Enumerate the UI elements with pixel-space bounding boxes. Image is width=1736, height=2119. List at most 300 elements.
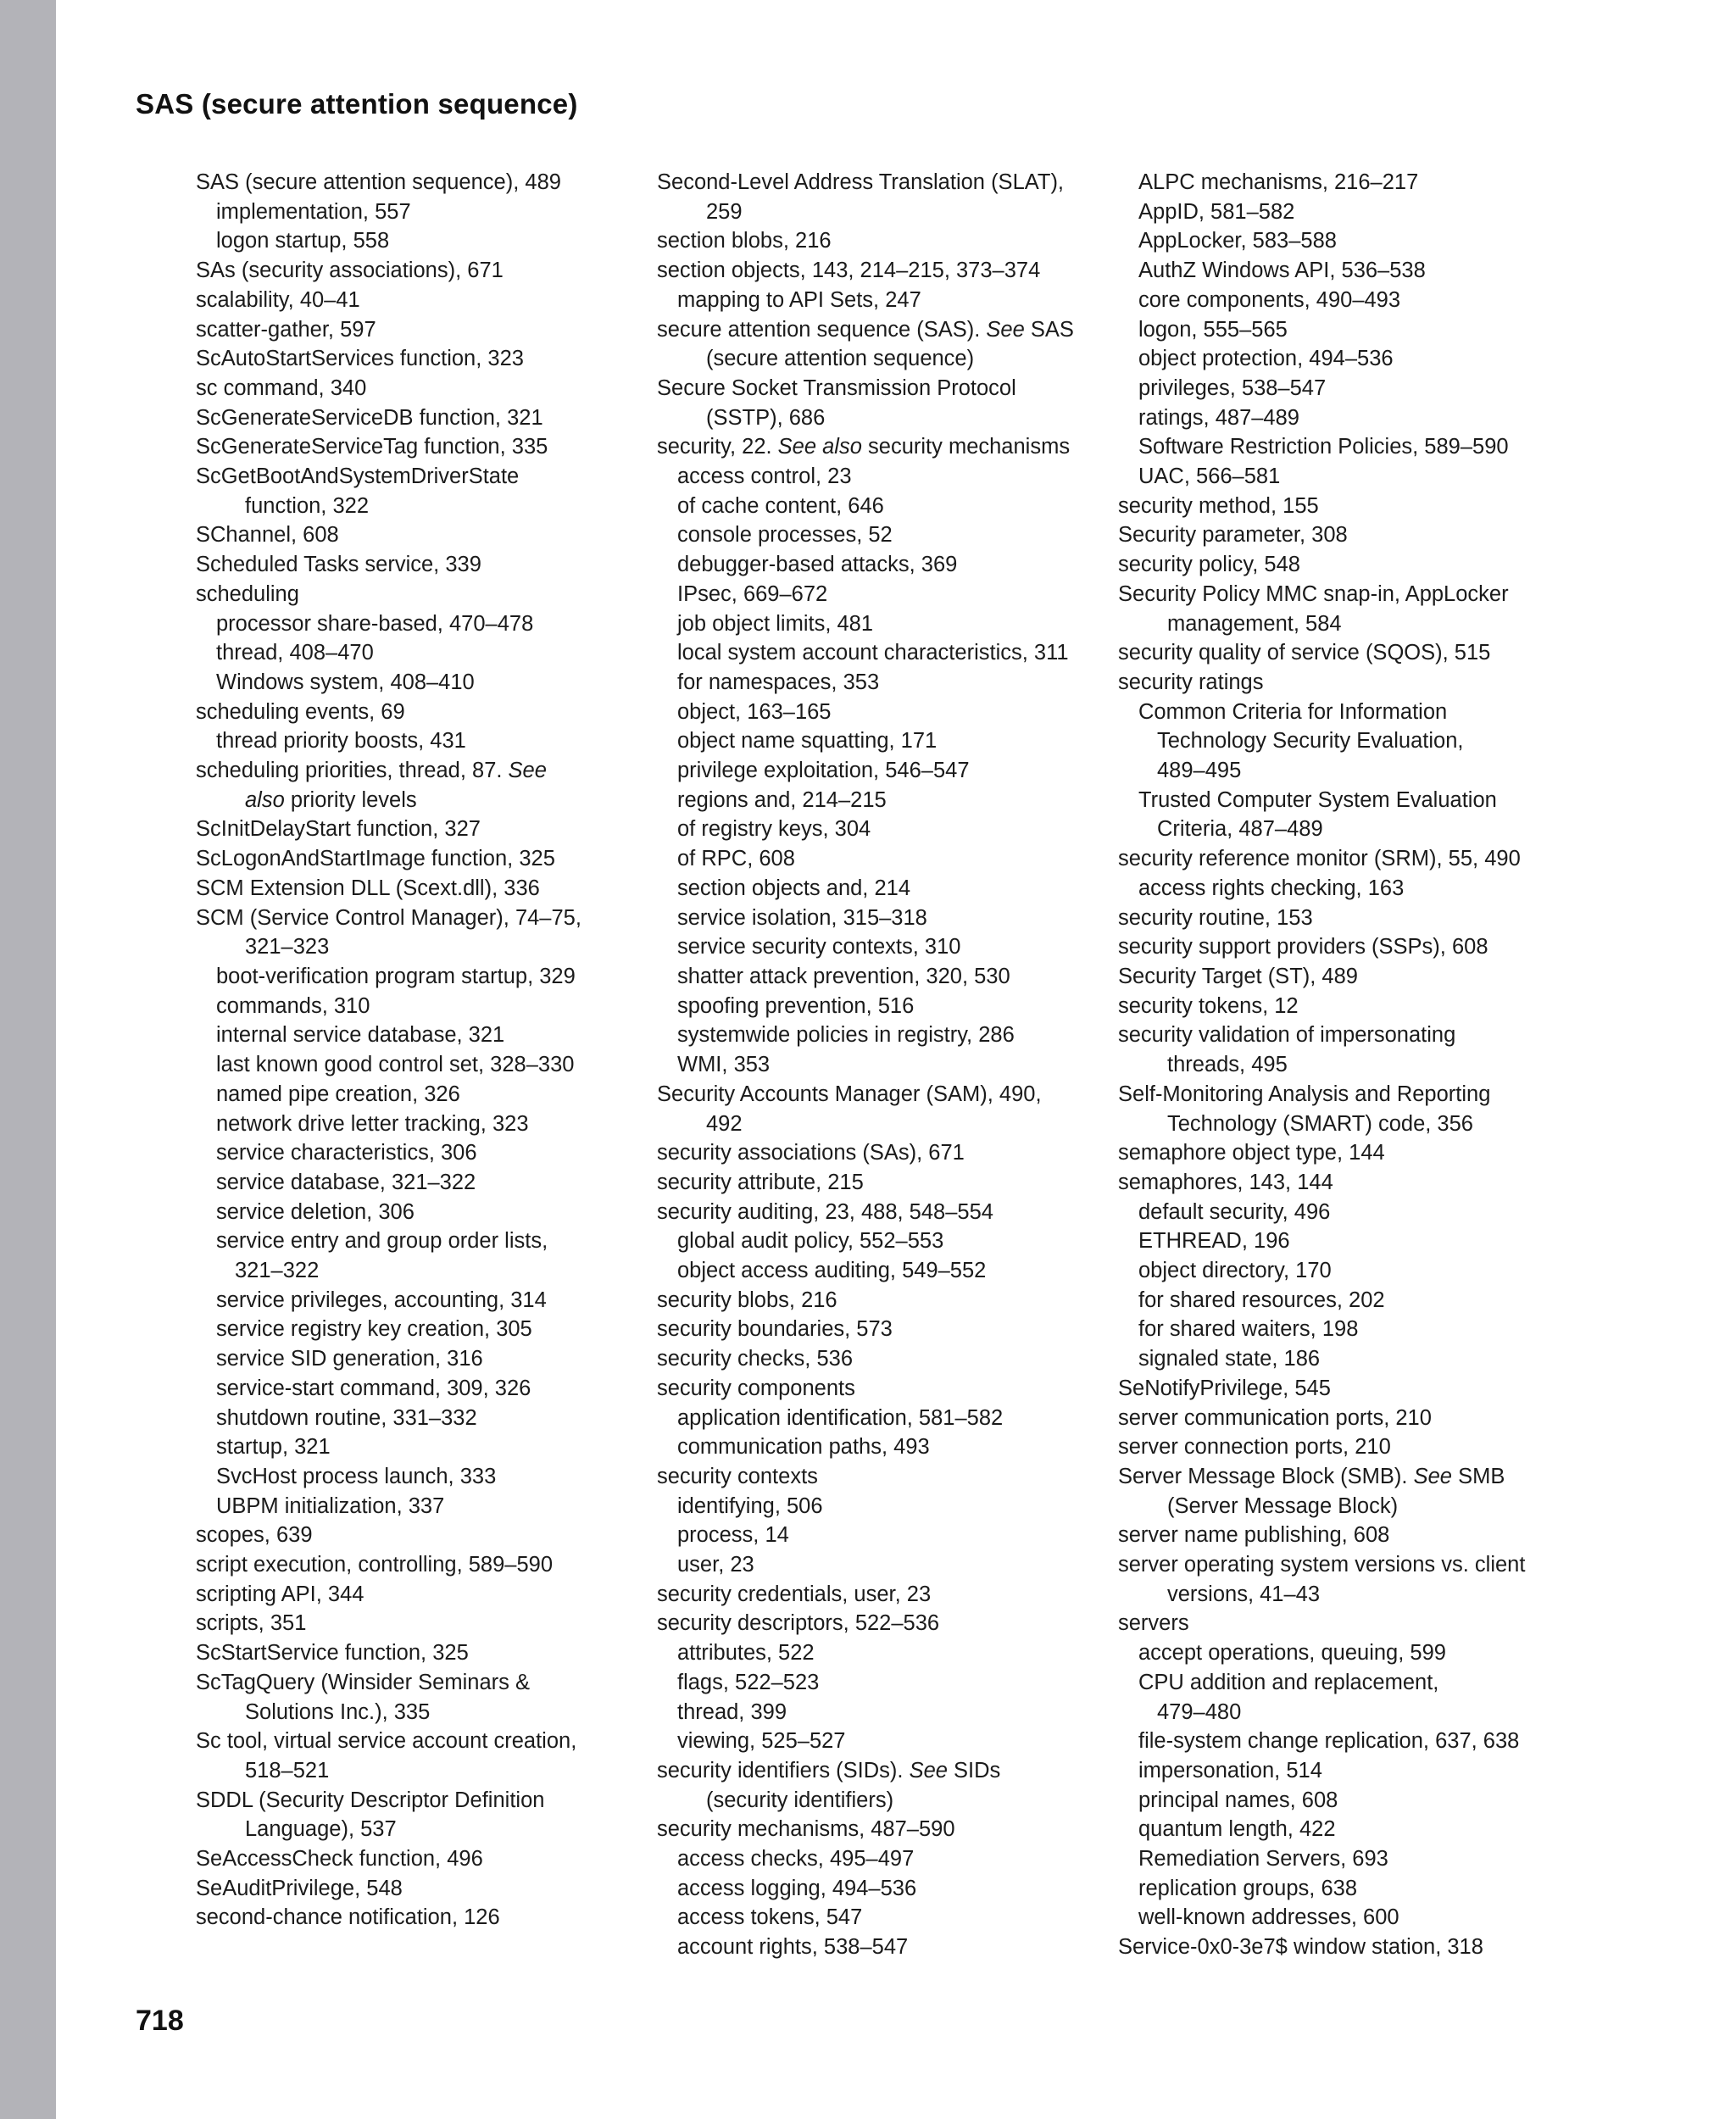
index-subentry bbox=[196, 1080, 670, 1110]
entry-text: security mechanisms bbox=[861, 435, 1071, 459]
entry-text: security policy, 548 bbox=[1118, 553, 1300, 577]
index-subentry bbox=[657, 726, 1132, 756]
index-subentry bbox=[196, 1198, 670, 1227]
index-subentry bbox=[1118, 1903, 1593, 1933]
entry-text: viewing, 525–527 bbox=[677, 1729, 846, 1754]
entry-text: security credentials, user, 23 bbox=[657, 1582, 932, 1606]
entry-text: 489–495 bbox=[1157, 759, 1242, 783]
entry-text: Technology Security Evaluation, bbox=[1157, 729, 1464, 754]
entry-text: security ratings bbox=[1118, 670, 1264, 694]
index-entry bbox=[1118, 962, 1593, 992]
index-subentry bbox=[196, 668, 670, 698]
entry-text: security boundaries, 573 bbox=[657, 1317, 893, 1342]
index-subentry bbox=[196, 1374, 670, 1404]
index-entry bbox=[657, 1756, 1132, 1786]
index-subentry bbox=[196, 1021, 670, 1050]
entry-text: SvcHost process launch, 333 bbox=[216, 1464, 497, 1488]
entry-text: AppLocker, 583–588 bbox=[1138, 229, 1337, 253]
index-subentry bbox=[657, 815, 1132, 844]
entry-text: Scheduled Tasks service, 339 bbox=[196, 553, 481, 577]
entry-text: attributes, 522 bbox=[677, 1641, 815, 1666]
index-subentry bbox=[1118, 698, 1593, 727]
index-subentry bbox=[1118, 1844, 1593, 1874]
entry-text: service privileges, accounting, 314 bbox=[216, 1288, 547, 1312]
index-subentry bbox=[657, 698, 1132, 727]
index-subentry bbox=[657, 1638, 1132, 1668]
index-subentry bbox=[1118, 1226, 1593, 1256]
entry-text: boot-verification program startup, 329 bbox=[216, 964, 576, 988]
entry-text: Language), 537 bbox=[245, 1817, 397, 1842]
entry-text: Remediation Servers, 693 bbox=[1138, 1847, 1388, 1872]
entry-text: for shared waiters, 198 bbox=[1138, 1317, 1359, 1342]
entry-text: Trusted Computer System Evaluation bbox=[1138, 787, 1497, 812]
entry-text: last known good control set, 328–330 bbox=[216, 1053, 575, 1077]
index-subentry bbox=[657, 1698, 1132, 1727]
entry-text: file-system change replication, 637, 638 bbox=[1138, 1729, 1520, 1754]
index-entry-continuation bbox=[196, 1815, 670, 1844]
entry-text: Server Message Block (SMB). bbox=[1118, 1464, 1414, 1488]
index-subentry bbox=[657, 1668, 1132, 1698]
index-entry bbox=[196, 403, 670, 433]
index-subentry bbox=[196, 1344, 670, 1374]
index-entry bbox=[196, 315, 670, 345]
index-entry bbox=[657, 168, 1132, 197]
index-subentry bbox=[1118, 315, 1593, 345]
index-subentry bbox=[1118, 344, 1593, 374]
index-entry bbox=[1118, 668, 1593, 698]
index-entry bbox=[657, 1462, 1132, 1492]
index-entry bbox=[196, 698, 670, 727]
entry-text: of cache content, 646 bbox=[677, 493, 884, 518]
index-subentry bbox=[657, 520, 1132, 550]
entry-text: second-chance notification, 126 bbox=[196, 1905, 500, 1930]
index-subentry bbox=[1118, 374, 1593, 403]
index-entry-continuation bbox=[1118, 815, 1593, 844]
entry-text: Windows system, 408–410 bbox=[216, 670, 475, 694]
entry-text: security components bbox=[657, 1376, 855, 1400]
index-subentry bbox=[196, 1432, 670, 1462]
entry-text: Technology (SMART) code, 356 bbox=[1167, 1111, 1473, 1136]
entry-text: impersonation, 514 bbox=[1138, 1758, 1322, 1783]
entry-text: scheduling bbox=[196, 581, 299, 606]
index-subentry bbox=[196, 1050, 670, 1080]
entry-text: identifying, 506 bbox=[677, 1493, 823, 1518]
entry-text: systemwide policies in registry, 286 bbox=[677, 1023, 1015, 1048]
index-column-2 bbox=[657, 168, 1132, 1962]
index-subentry bbox=[657, 844, 1132, 874]
entry-text: global audit policy, 552–553 bbox=[677, 1229, 944, 1254]
entry-text: thread priority boosts, 431 bbox=[216, 729, 466, 754]
see-reference: See also bbox=[777, 435, 862, 459]
entry-text: Software Restriction Policies, 589–590 bbox=[1138, 435, 1509, 459]
entry-text: server operating system versions vs. client bbox=[1118, 1553, 1526, 1577]
index-entry bbox=[1118, 1521, 1593, 1550]
see-reference: See bbox=[1413, 1464, 1452, 1488]
index-entry-continuation bbox=[1118, 756, 1593, 786]
index-entry bbox=[196, 580, 670, 609]
entry-text: ScGenerateServiceTag function, 335 bbox=[196, 435, 548, 459]
index-entry-continuation bbox=[196, 932, 670, 962]
entry-text: debugger-based attacks, 369 bbox=[677, 553, 958, 577]
entry-text: security routine, 153 bbox=[1118, 905, 1313, 930]
entry-text: security identifiers (SIDs). bbox=[657, 1758, 910, 1783]
entry-text: Solutions Inc.), 335 bbox=[245, 1699, 431, 1724]
entry-text: scripting API, 344 bbox=[196, 1582, 364, 1606]
entry-text: access checks, 495–497 bbox=[677, 1847, 915, 1872]
entry-text: function, 322 bbox=[245, 493, 370, 518]
index-subentry bbox=[1118, 256, 1593, 286]
entry-text: Secure Socket Transmission Protocol bbox=[657, 375, 1016, 400]
index-entry bbox=[196, 1580, 670, 1610]
index-entry bbox=[1118, 1462, 1593, 1492]
entry-text: ScTagQuery (Winsider Seminars & bbox=[196, 1670, 530, 1694]
index-entry bbox=[196, 462, 670, 492]
entry-text: job object limits, 481 bbox=[677, 611, 874, 636]
entry-text: (Server Message Block) bbox=[1167, 1493, 1399, 1518]
entry-text: service security contexts, 310 bbox=[677, 935, 961, 959]
index-entry-continuation bbox=[196, 1698, 670, 1727]
index-subentry bbox=[657, 1050, 1132, 1080]
index-entry bbox=[1118, 1374, 1593, 1404]
entry-text: ScGetBootAndSystemDriverState bbox=[196, 464, 520, 489]
entry-text: Security parameter, 308 bbox=[1118, 523, 1348, 548]
entry-text: security quality of service (SQOS), 515 bbox=[1118, 641, 1491, 665]
index-entry-continuation bbox=[657, 197, 1132, 227]
index-column-3 bbox=[1118, 168, 1593, 1962]
entry-text: security checks, 536 bbox=[657, 1347, 854, 1371]
index-entry bbox=[1118, 638, 1593, 668]
index-entry bbox=[196, 1903, 670, 1933]
index-subentry bbox=[657, 1492, 1132, 1521]
entry-text: accept operations, queuing, 599 bbox=[1138, 1641, 1446, 1666]
entry-text: server communication ports, 210 bbox=[1118, 1405, 1432, 1430]
entry-text: security validation of impersonating bbox=[1118, 1023, 1456, 1048]
index-entry bbox=[657, 1609, 1132, 1638]
index-entry bbox=[196, 815, 670, 844]
entry-text: shatter attack prevention, 320, 530 bbox=[677, 964, 1010, 988]
index-entry bbox=[1118, 992, 1593, 1021]
index-subentry bbox=[1118, 1668, 1593, 1698]
index-entry bbox=[196, 1786, 670, 1816]
index-entry bbox=[1118, 1138, 1593, 1168]
index-subentry bbox=[1118, 1727, 1593, 1756]
index-subentry bbox=[196, 1404, 670, 1433]
index-subentry bbox=[196, 1110, 670, 1139]
index-subentry bbox=[196, 609, 670, 639]
entry-text: privilege exploitation, 546–547 bbox=[677, 759, 970, 783]
index-entry bbox=[657, 1080, 1132, 1110]
index-column-1 bbox=[196, 168, 670, 1933]
index-entry bbox=[1118, 492, 1593, 521]
entry-text: UBPM initialization, 337 bbox=[216, 1493, 445, 1518]
index-entry bbox=[1118, 580, 1593, 609]
index-subentry bbox=[1118, 462, 1593, 492]
index-entry bbox=[657, 1168, 1132, 1198]
index-subentry bbox=[657, 580, 1132, 609]
index-entry bbox=[196, 1550, 670, 1580]
index-entry bbox=[196, 1844, 670, 1874]
entry-text: regions and, 214–215 bbox=[677, 787, 887, 812]
entry-text: UAC, 566–581 bbox=[1138, 464, 1281, 489]
entry-text: access tokens, 547 bbox=[677, 1905, 863, 1930]
entry-text: security method, 155 bbox=[1118, 493, 1319, 518]
entry-text: Sc tool, virtual service account creation, bbox=[196, 1729, 577, 1754]
entry-text: for namespaces, 353 bbox=[677, 670, 880, 694]
entry-text: SCM Extension DLL (Scext.dll), 336 bbox=[196, 876, 540, 900]
index-entry bbox=[1118, 904, 1593, 933]
index-subentry bbox=[657, 492, 1132, 521]
index-entry bbox=[657, 1374, 1132, 1404]
entry-text: local system account characteristics, 311 bbox=[677, 641, 1069, 665]
index-subentry bbox=[657, 1256, 1132, 1286]
entry-text: access rights checking, 163 bbox=[1138, 876, 1405, 900]
entry-text: Service-0x0-3e7$ window station, 318 bbox=[1118, 1935, 1483, 1960]
entry-text: of registry keys, 304 bbox=[677, 817, 871, 842]
entry-text: 321–322 bbox=[235, 1259, 320, 1283]
index-entry bbox=[657, 432, 1132, 462]
index-entry bbox=[196, 874, 670, 904]
entry-text: scheduling events, 69 bbox=[196, 699, 405, 724]
index-entry bbox=[1118, 1021, 1593, 1050]
entry-text: ETHREAD, 196 bbox=[1138, 1229, 1290, 1254]
index-subentry bbox=[657, 638, 1132, 668]
entry-text: implementation, 557 bbox=[216, 199, 411, 224]
index-subentry bbox=[657, 1404, 1132, 1433]
index-subentry bbox=[1118, 226, 1593, 256]
index-subentry bbox=[1118, 1756, 1593, 1786]
index-entry bbox=[1118, 550, 1593, 580]
index-entry-continuation bbox=[1118, 1050, 1593, 1080]
entry-text: Criteria, 487–489 bbox=[1157, 817, 1323, 842]
index-subentry bbox=[196, 1138, 670, 1168]
index-subentry bbox=[196, 1286, 670, 1315]
index-entry bbox=[1118, 520, 1593, 550]
entry-text: security mechanisms, 487–590 bbox=[657, 1817, 955, 1842]
index-entry bbox=[196, 286, 670, 315]
entry-text: service database, 321–322 bbox=[216, 1170, 476, 1194]
index-subentry bbox=[1118, 1344, 1593, 1374]
entry-text: access logging, 494–536 bbox=[677, 1876, 917, 1900]
entry-text: threads, 495 bbox=[1167, 1053, 1288, 1077]
entry-text: spoofing prevention, 516 bbox=[677, 993, 915, 1018]
entry-text: servers bbox=[1118, 1611, 1189, 1636]
entry-text: ScStartService function, 325 bbox=[196, 1641, 469, 1666]
entry-text: signaled state, 186 bbox=[1138, 1347, 1321, 1371]
index-subentry bbox=[1118, 403, 1593, 433]
entry-text: SChannel, 608 bbox=[196, 523, 339, 548]
index-subentry bbox=[1118, 1815, 1593, 1844]
index-entry-continuation bbox=[196, 786, 670, 815]
index-entry bbox=[1118, 1933, 1593, 1962]
index-subentry bbox=[657, 462, 1132, 492]
entry-text: 479–480 bbox=[1157, 1699, 1242, 1724]
entry-text: object protection, 494–536 bbox=[1138, 347, 1394, 371]
entry-text: service characteristics, 306 bbox=[216, 1141, 477, 1165]
entry-text: scheduling priorities, thread, 87. bbox=[196, 759, 509, 783]
entry-text: startup, 321 bbox=[216, 1435, 331, 1460]
entry-text: process, 14 bbox=[677, 1523, 789, 1548]
index-entry bbox=[196, 1609, 670, 1638]
entry-text: security associations (SAs), 671 bbox=[657, 1141, 965, 1165]
entry-text: Self-Monitoring Analysis and Reporting bbox=[1118, 1082, 1491, 1106]
index-entry-continuation bbox=[657, 1110, 1132, 1139]
entry-text: section objects, 143, 214–215, 373–374 bbox=[657, 259, 1041, 283]
index-subentry bbox=[1118, 286, 1593, 315]
entry-text: of RPC, 608 bbox=[677, 847, 795, 871]
index-entry bbox=[196, 550, 670, 580]
index-subentry bbox=[1118, 168, 1593, 197]
entry-text: logon startup, 558 bbox=[216, 229, 390, 253]
see-reference: also bbox=[245, 787, 285, 812]
index-entry bbox=[1118, 1080, 1593, 1110]
entry-text: network drive letter tracking, 323 bbox=[216, 1111, 529, 1136]
entry-text: service SID generation, 316 bbox=[216, 1347, 483, 1371]
entry-text: ALPC mechanisms, 216–217 bbox=[1138, 170, 1419, 194]
entry-text: security descriptors, 522–536 bbox=[657, 1611, 940, 1636]
entry-text: quantum length, 422 bbox=[1138, 1817, 1336, 1842]
entry-text: security attribute, 215 bbox=[657, 1170, 864, 1194]
entry-text: (secure attention sequence) bbox=[706, 347, 975, 371]
index-subentry bbox=[196, 197, 670, 227]
index-subentry bbox=[657, 609, 1132, 639]
entry-text: security blobs, 216 bbox=[657, 1288, 837, 1312]
entry-text: account rights, 538–547 bbox=[677, 1935, 909, 1960]
index-entry bbox=[657, 1315, 1132, 1344]
entry-text: 259 bbox=[706, 199, 743, 224]
entry-text: service-start command, 309, 326 bbox=[216, 1376, 531, 1400]
index-entry-continuation bbox=[657, 344, 1132, 374]
entry-text: service registry key creation, 305 bbox=[216, 1317, 532, 1342]
index-entry bbox=[657, 1138, 1132, 1168]
index-subentry bbox=[657, 1844, 1132, 1874]
index-entry bbox=[196, 432, 670, 462]
index-entry bbox=[657, 1286, 1132, 1315]
entry-text: scripts, 351 bbox=[196, 1611, 307, 1636]
entry-text: object access auditing, 549–552 bbox=[677, 1259, 987, 1283]
see-reference: See bbox=[986, 317, 1025, 342]
entry-text: object name squatting, 171 bbox=[677, 729, 938, 754]
entry-text: management, 584 bbox=[1167, 611, 1342, 636]
index-entry-continuation bbox=[1118, 609, 1593, 639]
index-subentry bbox=[657, 992, 1132, 1021]
entry-text: server connection ports, 210 bbox=[1118, 1435, 1391, 1460]
entry-text: security support providers (SSPs), 608 bbox=[1118, 935, 1488, 959]
index-entry-continuation bbox=[1118, 1698, 1593, 1727]
entry-text: (security identifiers) bbox=[706, 1788, 894, 1812]
index-entry bbox=[196, 844, 670, 874]
entry-text: SAs (security associations), 671 bbox=[196, 259, 504, 283]
entry-text: security auditing, 23, 488, 548–554 bbox=[657, 1199, 993, 1224]
index-entry bbox=[196, 1727, 670, 1756]
index-subentry bbox=[657, 1521, 1132, 1550]
entry-text: section objects and, 214 bbox=[677, 876, 911, 900]
entry-text: CPU addition and replacement, bbox=[1138, 1670, 1439, 1694]
index-entry bbox=[196, 1668, 670, 1698]
index-entry-continuation bbox=[1118, 726, 1593, 756]
index-entry-continuation bbox=[657, 403, 1132, 433]
index-subentry bbox=[657, 756, 1132, 786]
index-subentry bbox=[657, 962, 1132, 992]
index-entry bbox=[1118, 1168, 1593, 1198]
index-entry-continuation bbox=[196, 1256, 670, 1286]
index-entry bbox=[196, 256, 670, 286]
entry-text: mapping to API Sets, 247 bbox=[677, 287, 921, 312]
index-subentry bbox=[1118, 1315, 1593, 1344]
entry-text: communication paths, 493 bbox=[677, 1435, 930, 1460]
entry-text: flags, 522–523 bbox=[677, 1670, 820, 1694]
running-head: SAS (secure attention sequence) bbox=[136, 88, 578, 120]
entry-text: SeNotifyPrivilege, 545 bbox=[1118, 1376, 1331, 1400]
entry-text: commands, 310 bbox=[216, 993, 370, 1018]
entry-text: service deletion, 306 bbox=[216, 1199, 415, 1224]
entry-text: service isolation, 315–318 bbox=[677, 905, 927, 930]
index-subentry bbox=[196, 1315, 670, 1344]
entry-text: 492 bbox=[706, 1111, 743, 1136]
entry-text: SIDs bbox=[947, 1758, 1001, 1783]
index-subentry bbox=[196, 1492, 670, 1521]
entry-text: application identification, 581–582 bbox=[677, 1405, 1004, 1430]
index-entry bbox=[1118, 1432, 1593, 1462]
entry-text: security reference monitor (SRM), 55, 490 bbox=[1118, 847, 1521, 871]
index-subentry bbox=[657, 1550, 1132, 1580]
entry-text: console processes, 52 bbox=[677, 523, 893, 548]
index-entry bbox=[196, 374, 670, 403]
index-subentry bbox=[657, 1874, 1132, 1904]
entry-text: WMI, 353 bbox=[677, 1053, 771, 1077]
index-subentry bbox=[657, 1021, 1132, 1050]
entry-text: scopes, 639 bbox=[196, 1523, 313, 1548]
entry-text: core components, 490–493 bbox=[1138, 287, 1401, 312]
entry-text: script execution, controlling, 589–590 bbox=[196, 1553, 554, 1577]
index-entry bbox=[196, 904, 670, 933]
entry-text: SeAccessCheck function, 496 bbox=[196, 1847, 483, 1872]
entry-text: security contexts bbox=[657, 1464, 818, 1488]
entry-text: semaphore object type, 144 bbox=[1118, 1141, 1385, 1165]
index-entry bbox=[196, 520, 670, 550]
entry-text: SCM (Service Control Manager), 74–75, bbox=[196, 905, 581, 930]
index-subentry bbox=[1118, 874, 1593, 904]
index-entry bbox=[1118, 1609, 1593, 1638]
entry-text: Security Accounts Manager (SAM), 490, bbox=[657, 1082, 1042, 1106]
entry-text: Common Criteria for Information bbox=[1138, 699, 1448, 724]
index-subentry bbox=[657, 668, 1132, 698]
index-entry bbox=[657, 1815, 1132, 1844]
entry-text: named pipe creation, 326 bbox=[216, 1082, 460, 1106]
index-subentry bbox=[657, 932, 1132, 962]
see-reference: See bbox=[508, 759, 547, 783]
index-subentry bbox=[1118, 1874, 1593, 1904]
entry-text: versions, 41–43 bbox=[1167, 1582, 1321, 1606]
index-subentry bbox=[196, 1226, 670, 1256]
index-entry-continuation bbox=[196, 492, 670, 521]
entry-text: object, 163–165 bbox=[677, 699, 832, 724]
entry-text: 518–521 bbox=[245, 1758, 330, 1783]
index-entry bbox=[657, 1344, 1132, 1374]
see-reference: See bbox=[909, 1758, 948, 1783]
entry-text: server name publishing, 608 bbox=[1118, 1523, 1390, 1548]
index-entry bbox=[196, 756, 670, 786]
index-subentry bbox=[657, 1226, 1132, 1256]
entry-text: SAS bbox=[1024, 317, 1074, 342]
entry-text: processor share-based, 470–478 bbox=[216, 611, 534, 636]
index-subentry bbox=[196, 638, 670, 668]
index-entry bbox=[657, 256, 1132, 286]
entry-text: section blobs, 216 bbox=[657, 229, 832, 253]
entry-text: principal names, 608 bbox=[1138, 1788, 1338, 1812]
index-subentry bbox=[657, 904, 1132, 933]
index-entry bbox=[1118, 1404, 1593, 1433]
index-entry bbox=[657, 226, 1132, 256]
